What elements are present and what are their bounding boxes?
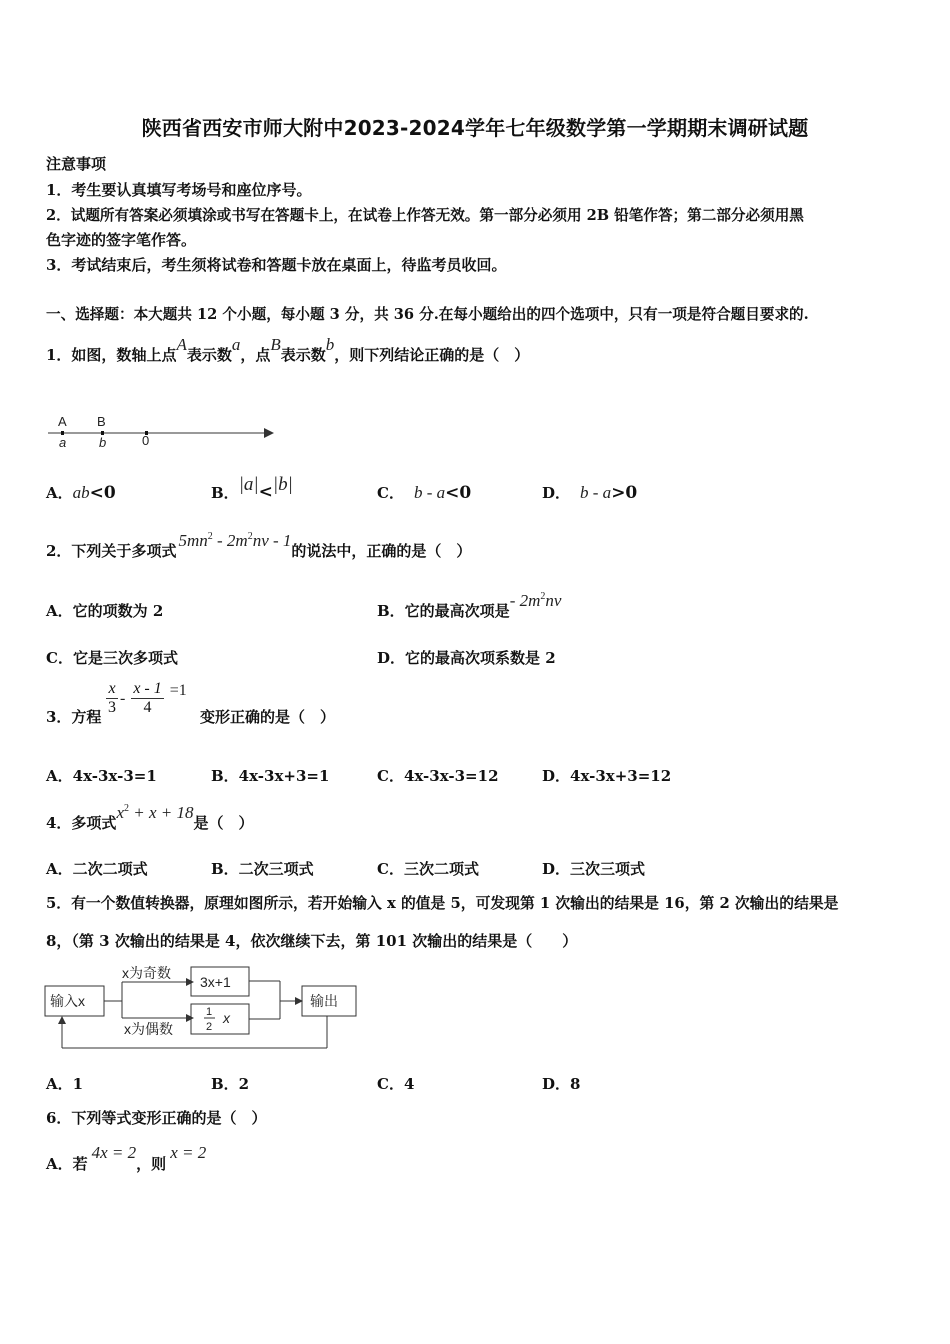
q4-polynomial — [116, 803, 193, 822]
q1-var-b: b — [325, 335, 335, 354]
q1-text: 1．如图，数轴上点 — [46, 346, 177, 364]
q4-text: 是（ ） — [193, 814, 254, 832]
question-6: 6．下列等式变形正确的是（ ） — [46, 1109, 267, 1127]
q4-option-b: B．二次三项式 — [211, 860, 314, 878]
q3-text-1: 3．方程 — [46, 708, 102, 726]
option-expr: ab — [72, 483, 90, 502]
option-label: B． — [211, 484, 239, 502]
question-2 — [46, 531, 472, 561]
option-expr: b - a — [413, 483, 446, 502]
poly-part: - 2m — [212, 531, 248, 550]
poly-exp: 2 — [123, 803, 129, 814]
q1-text: 表示数 — [186, 346, 232, 364]
q2-option-c: C．它是三次多项式 — [46, 649, 178, 667]
q1-point-a: A — [176, 335, 187, 354]
q3-fraction-2 — [131, 680, 163, 717]
option-expr: |a| — [238, 474, 259, 495]
q3-equation — [106, 680, 187, 717]
expr-exp: 2 — [540, 591, 546, 602]
q2-option-d: D．它的最高次项系数是 2 — [377, 649, 556, 667]
q5-text-line-1: 5．有一个数值转换器，原理如图所示，若开始输入 x 的值是 5，可发现第 1 次输出的结果是 16，第 2 次输出的结果是 — [46, 895, 839, 912]
question-1 — [46, 335, 530, 365]
option-expr: b - a — [580, 483, 612, 502]
q1-var-a: a — [231, 335, 241, 354]
input-label: 输入x — [50, 993, 85, 1009]
option-label: D． — [542, 484, 571, 502]
poly-exp: 2 — [247, 531, 253, 542]
number-line-arrow — [264, 428, 274, 438]
flow-arrow — [186, 978, 194, 986]
option-text: ，则 — [136, 1155, 167, 1173]
q5-option-a: A．1 — [46, 1075, 84, 1093]
q1-option-b — [211, 474, 293, 502]
label-a-value: a — [59, 435, 67, 450]
q2-text: 2．下列关于多项式 — [46, 542, 177, 560]
option-rel: <0 — [445, 483, 472, 503]
q1-option-c — [377, 482, 471, 503]
q2-option-b-expr — [510, 591, 562, 610]
notice-heading: 注意事项 — [46, 155, 107, 173]
poly-part: x — [116, 803, 124, 822]
option-label: A． — [46, 484, 73, 502]
q5-option-c: C．4 — [377, 1075, 415, 1093]
option-expr: 4x = 2 — [91, 1143, 137, 1162]
q2-option-a: A．它的项数为 2 — [46, 602, 164, 620]
q5-option-d: D．8 — [542, 1075, 581, 1093]
q1-text: 表示数 — [280, 346, 326, 364]
q4-option-c: C．三次二项式 — [377, 860, 479, 878]
option-label: C． — [377, 484, 404, 502]
option-rel: >0 — [611, 483, 638, 503]
even-box — [191, 1004, 249, 1034]
denominator: 4 — [143, 699, 152, 716]
even-fraction-num: 1 — [206, 1006, 213, 1018]
expr-part: nv — [545, 591, 562, 610]
q3-text-2: 变形正确的是（ ） — [200, 708, 336, 726]
q5-text-line-2: 8，（第 3 次输出的结果是 4，依次继续下去，第 101 次输出的结果是（ ） — [46, 932, 578, 950]
odd-formula: 3x+1 — [200, 974, 231, 990]
question-4 — [46, 803, 254, 833]
numerator: x - 1 — [133, 680, 162, 697]
number-line-figure — [44, 410, 284, 452]
page-title: 陕西省西安市师大附中2023-2024学年七年级数学第一学期期末调研试题 — [141, 116, 809, 140]
loop-arrow — [58, 1016, 66, 1024]
notice-item-1: 1．考生要认真填写考场号和座位序号。 — [46, 181, 312, 199]
q2-option-b — [377, 591, 562, 621]
q1-text: ，则下列结论正确的是（ ） — [334, 346, 530, 364]
q4-option-a: A．二次二项式 — [46, 860, 148, 878]
option-text: A．若 — [46, 1155, 88, 1173]
even-formula-x: x — [223, 1010, 230, 1026]
q4-option-d: D．三次三项式 — [542, 860, 646, 878]
option-rel: < — [258, 482, 273, 502]
even-condition: x为偶数 — [124, 1021, 173, 1037]
poly-part: nv - 1 — [252, 531, 292, 550]
notice-item-2: 2．试题所有答案必须填涂或书写在答题卡上，在试卷上作答无效。第一部分必须用 2B 铅笔作答；第二部分必须用黑 — [46, 207, 804, 224]
option-rel: <0 — [89, 483, 116, 503]
label-zero: 0 — [142, 433, 150, 448]
notice-item-2-cont: 色字迹的签字笔作答。 — [46, 231, 197, 249]
q3-equals: =1 — [169, 681, 187, 699]
label-b-value: b — [99, 435, 107, 450]
notice-item-3: 3．考试结束后，考生须将试卷和答题卡放在桌面上，待监考员收回。 — [46, 256, 507, 274]
q1-text: ，点 — [240, 346, 271, 364]
label-a: A — [58, 414, 67, 429]
q3-option-a: A．4x-3x-3=1 — [46, 767, 157, 785]
converter-diagram — [40, 960, 370, 1055]
option-expr: x = 2 — [170, 1143, 207, 1162]
even-fraction-den: 2 — [206, 1021, 213, 1033]
flow-arrow — [186, 1014, 194, 1022]
section-heading: 一、选择题：本大题共 12 个小题，每小题 3 分，共 36 分.在每小题给出的四个选项中，只有一项是符合题目要求的. — [46, 306, 809, 323]
option-expr: |b| — [272, 474, 293, 495]
q3-option-b: B．4x-3x+3=1 — [211, 767, 330, 785]
q1-point-b: B — [270, 335, 281, 354]
q6-option-a — [46, 1143, 207, 1174]
denominator: 3 — [108, 699, 116, 716]
q3-option-c: C．4x-3x-3=12 — [377, 767, 499, 785]
q4-text: 4．多项式 — [46, 814, 117, 832]
label-b: B — [97, 414, 106, 429]
q3-option-d: D．4x-3x+3=12 — [542, 767, 672, 785]
poly-exp: 2 — [207, 531, 213, 542]
q2-text: 的说法中，正确的是（ ） — [291, 542, 472, 560]
expr-part: - 2m — [509, 591, 541, 610]
poly-part: 5mn — [178, 531, 208, 550]
q3-fraction-1 — [106, 680, 118, 717]
odd-condition: x为奇数 — [122, 965, 171, 981]
q3-minus: - — [120, 689, 126, 707]
q1-option-a — [46, 482, 116, 503]
q2-polynomial — [176, 531, 291, 550]
numerator: x — [106, 680, 118, 699]
q5-option-b: B．2 — [211, 1075, 250, 1093]
poly-part: + x + 18 — [128, 803, 194, 822]
q1-option-d — [542, 482, 637, 503]
output-label: 输出 — [310, 993, 338, 1009]
option-text: B．它的最高次项是 — [377, 602, 510, 620]
